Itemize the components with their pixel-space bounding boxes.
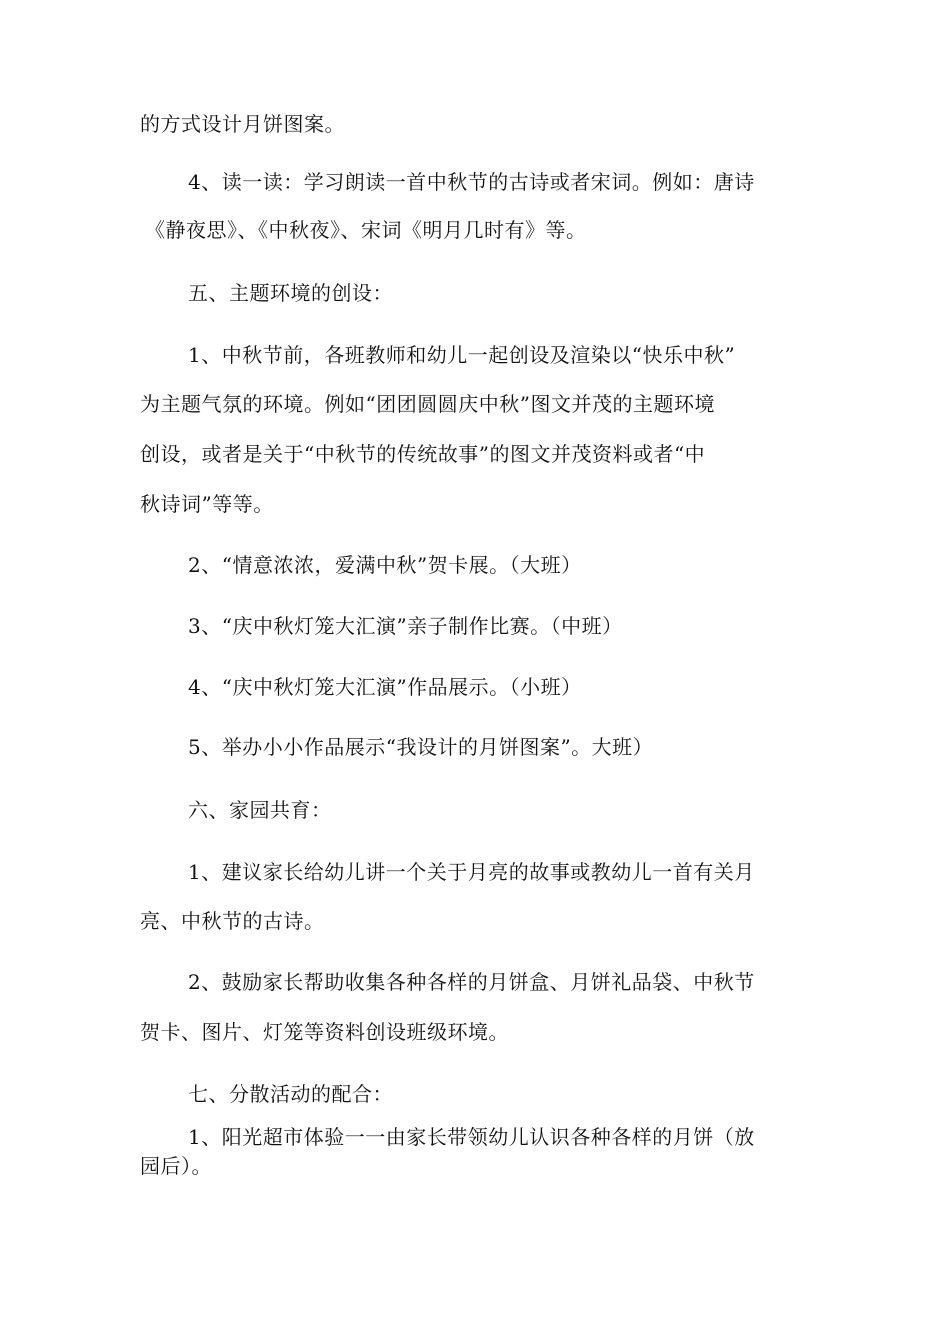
paragraph-line: 2、“情意浓浓，爱满中秋”贺卡展。（大班）: [188, 553, 582, 577]
paragraph-line: 秋诗词”等等。: [140, 492, 274, 516]
paragraph-line: 4、“庆中秋灯笼大汇演”作品展示。（小班）: [188, 675, 582, 699]
paragraph-line: 《静夜思》、《中秋夜》、宋词《明月几时有》等。: [145, 218, 587, 242]
section-heading: 七、分散活动的配合：: [188, 1082, 393, 1106]
paragraph-line: 1、建议家长给幼儿讲一个关于月亮的故事或教幼儿一首有关月: [188, 860, 755, 884]
paragraph-line: 1、中秋节前，各班教师和幼儿一起创设及渲染以“快乐中秋”: [188, 343, 736, 367]
paragraph-line: 创设，或者是关于“中秋节的传统故事”的图文并茂资料或者“中: [140, 442, 706, 466]
paragraph-line: 4、读一读：学习朗读一首中秋节的古诗或者宋词。例如：唐诗: [188, 170, 755, 194]
paragraph-line: 贺卡、图片、灯笼等资料创设班级环境。: [140, 1020, 509, 1044]
paragraph-line: 亮、中秋节的古诗。: [140, 909, 325, 933]
paragraph-line: 的方式设计月饼图案。: [140, 112, 345, 136]
paragraph-line: 为主题气氛的环境。例如“团团圆圆庆中秋”图文并茂的主题环境: [140, 392, 715, 416]
section-heading: 五、主题环境的创设：: [188, 281, 393, 305]
paragraph-line: 1、阳光超市体验一一由家长带领幼儿认识各种各样的月饼（放: [188, 1125, 755, 1149]
paragraph-line: 5、举办小小作品展示“我设计的月饼图案”。大班）: [188, 735, 654, 759]
paragraph-line: 2、鼓励家长帮助收集各种各样的月饼盒、月饼礼品袋、中秋节: [188, 970, 755, 994]
paragraph-line: 园后）。: [140, 1154, 212, 1178]
paragraph-line: 3、“庆中秋灯笼大汇演”亲子制作比赛。（中班）: [188, 614, 623, 638]
section-heading: 六、家园共育：: [188, 798, 332, 822]
